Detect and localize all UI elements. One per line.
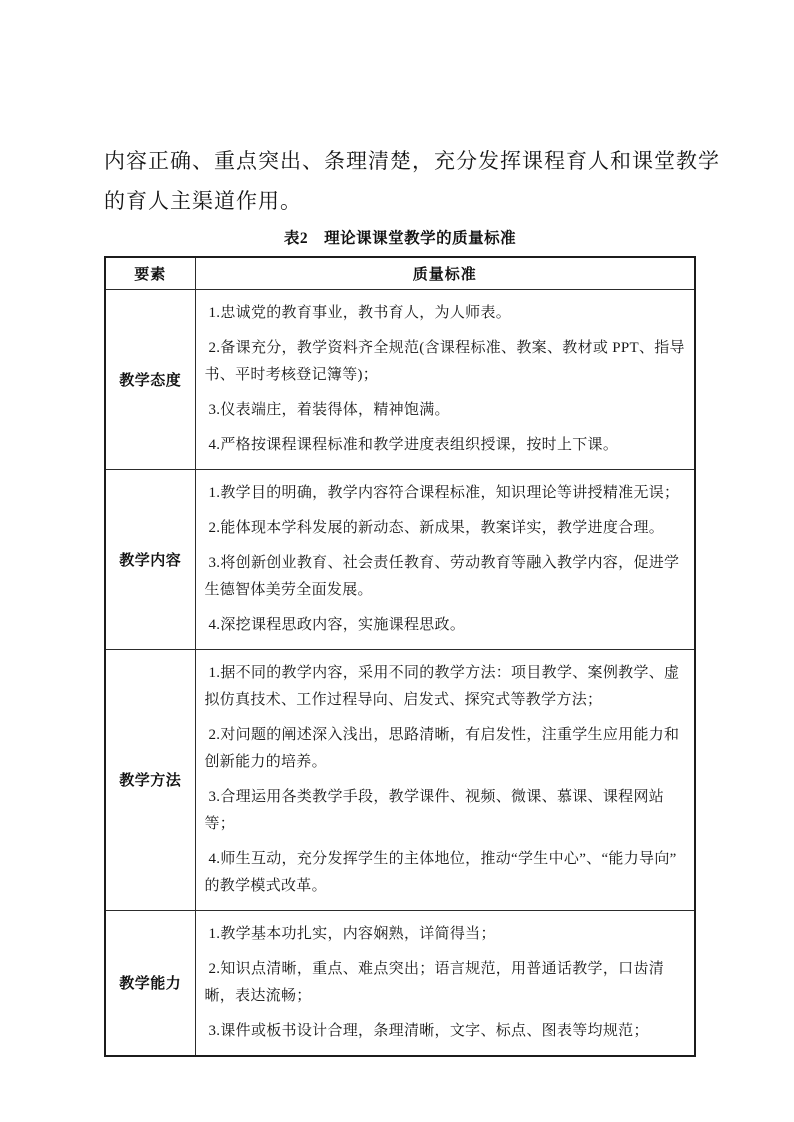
quality-standards-table: [104, 256, 696, 1057]
standard-item: 1.教学基本功扎实，内容娴熟，详简得当；: [208, 925, 496, 942]
table-row-教学方法: [105, 649, 695, 910]
standard-item: 3.将创新创业教育、社会责任教育、劳动教育等融入教学内容，促进学生德智体美劳全面发展。: [204, 554, 680, 598]
table-row-教学能力: [105, 910, 695, 1056]
standard-item: 4.深挖课程思政内容，实施课程思政。: [208, 616, 466, 633]
column-header-standards: 质量标准: [195, 257, 695, 289]
element-label: 教学态度: [105, 289, 195, 469]
standard-item: 4.师生互动，充分发挥学生的主体地位，推动“学生中心”、“能力导向”的教学模式改革。: [204, 850, 677, 894]
element-label: 教学能力: [105, 910, 195, 1056]
column-header-element: 要素: [105, 257, 195, 289]
intro-line-1: 内容正确、重点突出、条理清楚，充分发挥课程育人和课堂教学: [104, 149, 720, 173]
standard-item: 3.合理运用各类教学手段，教学课件、视频、微课、慕课、课程网站等；: [204, 788, 665, 832]
element-label: 教学内容: [105, 469, 195, 649]
standards-list: [195, 289, 695, 469]
standards-list: [195, 910, 695, 1056]
standard-item: 1.忠诚党的教育事业，教书育人，为人师表。: [208, 304, 512, 321]
standards-list: [195, 469, 695, 649]
standard-item: 1.据不同的教学内容，采用不同的教学方法：项目教学、案例教学、虚拟仿真技术、工作过程导向、启发式、探究式等教学方法；: [204, 664, 680, 708]
intro-line-2: 的育人主渠道作用。: [104, 189, 302, 213]
standard-item: 2.能体现本学科发展的新动态、新成果，教案详实，教学进度合理。: [208, 519, 665, 536]
standard-item: 3.课件或板书设计合理，条理清晰，文字、标点、图表等均规范；: [208, 1022, 649, 1039]
standard-item: 2.对问题的阐述深入浅出，思路清晰，有启发性，注重学生应用能力和创新能力的培养。: [204, 726, 680, 770]
table-header-row: [105, 257, 695, 289]
table-row-教学内容: [105, 469, 695, 649]
standard-item: 4.严格按课程课程标准和教学进度表组织授课，按时上下课。: [208, 436, 619, 453]
standards-list: [195, 649, 695, 910]
standard-item: 1.教学目的明确，教学内容符合课程标准，知识理论等讲授精准无误；: [208, 484, 680, 501]
standard-item: 2.备课充分，教学资料齐全规范(含课程标准、教案、教材或 PPT、指导书、平时考核登记簿等)；: [204, 339, 685, 383]
element-label: 教学方法: [105, 649, 195, 910]
standard-item: 3.仪表端庄，着装得体，精神饱满。: [208, 401, 450, 418]
table-caption: 表2 理论课课堂教学的质量标准: [283, 230, 517, 247]
standard-item: 2.知识点清晰，重点、难点突出；语言规范，用普通话教学，口齿清晰，表达流畅；: [204, 960, 665, 1004]
intro-paragraph: [104, 141, 720, 221]
table-row-教学态度: [105, 289, 695, 469]
